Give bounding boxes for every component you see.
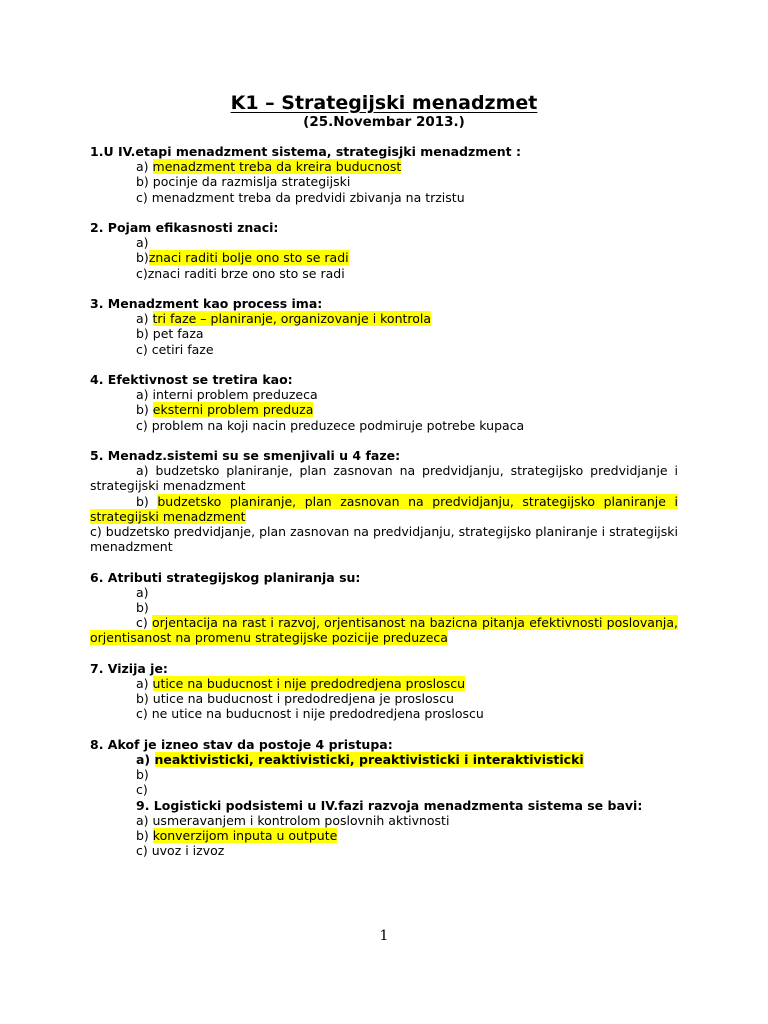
answer-option-b: b) pocinje da razmislja strategijski: [136, 174, 351, 190]
question-3: [90, 296, 678, 357]
option-label: a): [136, 752, 155, 768]
answer-option-c: [90, 615, 678, 645]
document-date: (25.Novembar 2013.): [303, 114, 465, 130]
option-label: b): [136, 828, 153, 844]
answer-option-a: a) budzetsko planiranje, plan zasnovan na predvidjanju, strategijsko predvidjanje i strategijski menadzment: [90, 463, 678, 494]
highlighted-answer: orjentacija na rast i razvoj, orjentisanost na bazicna pitanja efektivnosti poslovanja, orjentisanost na promenu strategijske pozicije preduzeca: [90, 615, 678, 646]
question-text: 6. Atributi strategijskog planiranja su:: [90, 569, 361, 585]
answer-option-b: b): [136, 600, 149, 616]
answer-option-b: b) pet faza: [136, 326, 204, 342]
question-text: 4. Efektivnost se tretira kao:: [90, 372, 293, 387]
answer-option-a: a) usmeravanjem i kontrolom poslovnih aktivnosti: [136, 812, 450, 828]
answer-option-b: [90, 828, 678, 843]
answer-option-a: a): [136, 235, 149, 251]
question-5: [90, 448, 678, 554]
option-label: a): [136, 676, 153, 692]
answer-option-a: [90, 752, 678, 767]
answer-option-b: [90, 250, 678, 265]
highlighted-answer: eksterni problem preduza: [152, 402, 314, 418]
answer-option-a: [90, 676, 678, 691]
question-4: [90, 372, 678, 433]
option-label: a): [136, 311, 153, 327]
question-text: 7. Vizija je:: [90, 660, 168, 676]
document-title: K1 – Strategijski menadzmet: [230, 92, 538, 114]
answer-option-c: c) ne utice na buducnost i nije predodredjena prosloscu: [136, 706, 484, 722]
page-number: 1: [379, 928, 389, 944]
question-8: [90, 737, 678, 798]
option-label: a): [136, 159, 153, 175]
question-1: [90, 144, 678, 205]
option-label: b): [136, 402, 153, 418]
answer-option-a: a): [136, 584, 149, 600]
option-label: b): [136, 250, 149, 266]
question-2: [90, 220, 678, 281]
question-text: 5. Menadz.sistemi su se smenjivali u 4 faze:: [90, 448, 401, 463]
answer-option-a: a) interni problem preduzeca: [136, 387, 318, 403]
question-text: 3. Menadzment kao process ima:: [90, 296, 323, 311]
highlighted-answer: neaktivisticki, reaktivisticki, preaktivisticki i interaktivisticki: [154, 752, 584, 768]
question-9: [90, 798, 678, 859]
question-7: [90, 661, 678, 722]
answer-option-b: b) utice na buducnost i predodredjena je prosloscu: [136, 691, 454, 707]
answer-option-c: c) uvoz i izvoz: [136, 843, 225, 859]
question-text: 8. Akof je izneo stav da postoje 4 pristupa:: [90, 736, 393, 752]
answer-option-c: c) cetiri faze: [136, 341, 214, 357]
answer-option-c: c) problem na koji nacin preduzece podmiruje potrebe kupaca: [136, 417, 525, 433]
highlighted-answer: menadzment treba da kreira buducnost: [152, 159, 402, 175]
option-label: c): [136, 615, 152, 631]
question-text: 2. Pojam efikasnosti znaci:: [90, 220, 279, 235]
question-text: 9. Logisticki podsistemi u IV.fazi razvoja menadzmenta sistema se bavi:: [136, 797, 643, 813]
option-label: b): [136, 493, 158, 509]
highlighted-answer: budzetsko planiranje, plan zasnovan na predvidjanju, strategijsko planiranje i strategijski menadzment: [90, 493, 678, 524]
answer-option-c: c) menadzment treba da predvidi zbivanja na trzistu: [136, 189, 465, 205]
highlighted-answer: znaci raditi bolje ono sto se radi: [148, 250, 349, 266]
answer-option-a: [90, 159, 678, 174]
answer-option-b: b): [136, 767, 149, 783]
answer-option-c: c) budzetsko predvidjanje, plan zasnovan na predvidjanju, strategijsko planiranje i strategijski menadzment: [90, 524, 678, 555]
question-list: [90, 144, 678, 858]
answer-option-b: [90, 494, 678, 524]
answer-option-c: c): [136, 782, 148, 798]
answer-option-c: c)znaci raditi brze ono sto se radi: [136, 265, 345, 281]
answer-option-a: [90, 311, 678, 326]
highlighted-answer: utice na buducnost i nije predodredjena prosloscu: [152, 676, 466, 692]
question-text: 1.U IV.etapi menadzment sistema, strategisjki menadzment :: [90, 144, 522, 159]
highlighted-answer: konverzijom inputa u outpute: [152, 828, 338, 844]
answer-option-b: [90, 402, 678, 417]
highlighted-answer: tri faze – planiranje, organizovanje i kontrola: [152, 311, 432, 327]
question-6: [90, 570, 678, 646]
